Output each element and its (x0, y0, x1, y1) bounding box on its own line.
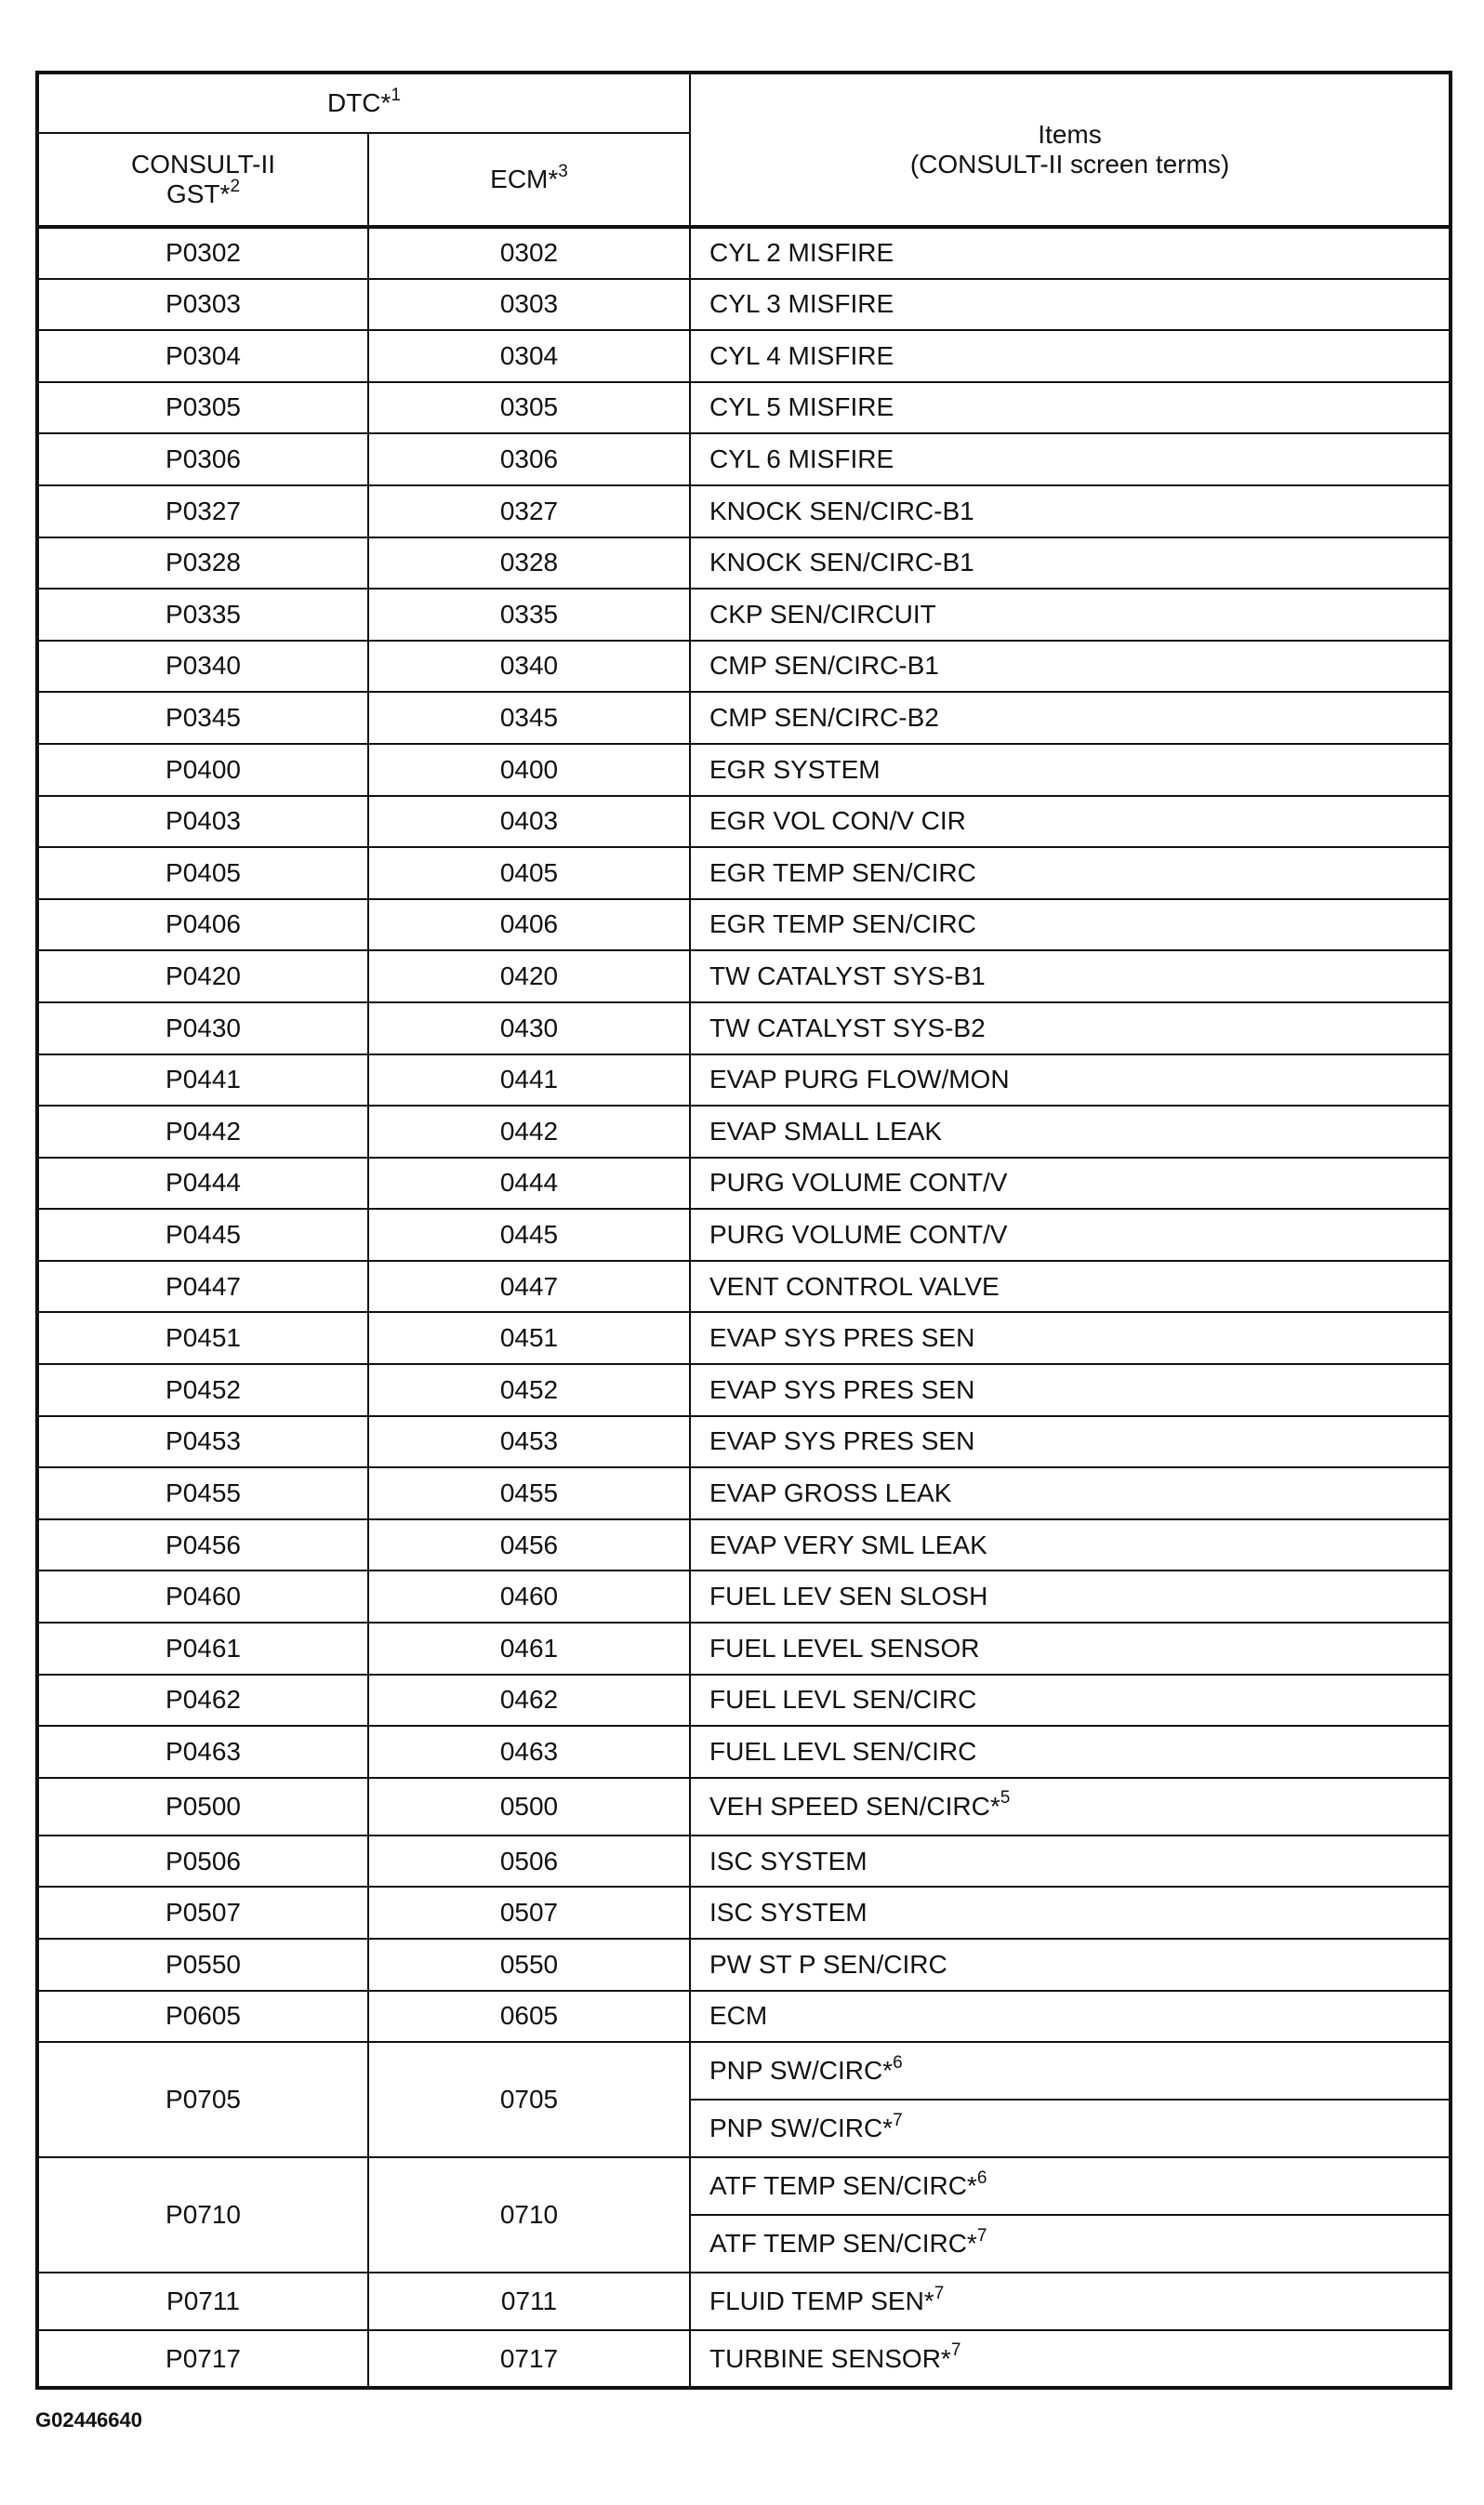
ecm-code-cell: 0705 (368, 2042, 690, 2157)
item-cell: FUEL LEVL SEN/CIRC (690, 1675, 1451, 1727)
item-cell: TW CATALYST SYS-B2 (690, 1002, 1451, 1054)
item-cell: CMP SEN/CIRC-B1 (690, 641, 1451, 693)
table-row (37, 1312, 1451, 1364)
gst-code-cell: P0441 (37, 1054, 368, 1107)
item-cell: VEH SPEED SEN/CIRC*$^5$ (690, 1778, 1451, 1836)
table-row (37, 330, 1451, 382)
gst-code-cell: P0420 (37, 950, 368, 1002)
table-row (37, 847, 1451, 899)
gst-code-cell: P0430 (37, 1002, 368, 1054)
item-cell: ISC SYSTEM (690, 1887, 1451, 1939)
table-row (37, 950, 1451, 1002)
ecm-code-cell: 0340 (368, 641, 690, 693)
ecm-header: ECM*$^3$ (368, 133, 690, 227)
table-row (37, 1939, 1451, 1991)
table-row (37, 279, 1451, 331)
item-cell: EGR VOL CON/V CIR (690, 796, 1451, 848)
gst-code-cell: P0717 (37, 2330, 368, 2388)
ecm-code-cell: 0406 (368, 899, 690, 951)
gst-code-cell: P0456 (37, 1519, 368, 1571)
ecm-code-cell: 0403 (368, 796, 690, 848)
item-cell: ECM (690, 1991, 1451, 2043)
item-cell: KNOCK SEN/CIRC-B1 (690, 485, 1451, 537)
ecm-code-cell: 0462 (368, 1675, 690, 1727)
item-cell: EVAP GROSS LEAK (690, 1467, 1451, 1519)
ecm-code-cell: 0507 (368, 1887, 690, 1939)
ecm-code-cell: 0306 (368, 433, 690, 485)
gst-code-cell: P0444 (37, 1158, 368, 1210)
gst-code-cell: P0462 (37, 1675, 368, 1727)
consult-header-line2: GST*$^2$ (166, 176, 241, 208)
gst-code-cell: P0705 (37, 2042, 368, 2157)
item-cell: CYL 6 MISFIRE (690, 433, 1451, 485)
consult-gst-header (37, 133, 368, 227)
gst-code-cell: P0461 (37, 1623, 368, 1675)
ecm-code-cell: 0605 (368, 1991, 690, 2043)
gst-code-cell: P0345 (37, 692, 368, 744)
ecm-code-cell: 0550 (368, 1939, 690, 1991)
gst-code-cell: P0442 (37, 1106, 368, 1158)
table-row (37, 537, 1451, 590)
item-cell: CYL 3 MISFIRE (690, 279, 1451, 331)
consult-header-line1: CONSULT-II (130, 149, 276, 179)
item-cell: EGR TEMP SEN/CIRC (690, 899, 1451, 951)
gst-code-cell: P0406 (37, 899, 368, 951)
table-row (37, 899, 1451, 951)
ecm-code-cell: 0400 (368, 744, 690, 796)
gst-code-cell: P0340 (37, 641, 368, 693)
table-row (37, 641, 1451, 693)
table-row (37, 1778, 1451, 1836)
table-row (37, 1623, 1451, 1675)
item-cell: EGR SYSTEM (690, 744, 1451, 796)
gst-code-cell: P0452 (37, 1364, 368, 1416)
item-cell: VENT CONTROL VALVE (690, 1261, 1451, 1313)
ecm-code-cell: 0444 (368, 1158, 690, 1210)
ecm-code-cell: 0445 (368, 1209, 690, 1261)
table-row (37, 2042, 1451, 2100)
gst-code-cell: P0453 (37, 1416, 368, 1468)
item-cell: FLUID TEMP SEN*$^7$ (690, 2273, 1451, 2330)
item-cell: FUEL LEVEL SENSOR (690, 1623, 1451, 1675)
ecm-code-cell: 0441 (368, 1054, 690, 1107)
ecm-code-cell: 0455 (368, 1467, 690, 1519)
table-row (37, 1158, 1451, 1210)
gst-code-cell: P0304 (37, 330, 368, 382)
table-row (37, 1364, 1451, 1416)
ecm-code-cell: 0447 (368, 1261, 690, 1313)
figure-id: G02446640 (35, 2408, 142, 2432)
gst-code-cell: P0500 (37, 1778, 368, 1836)
item-cell: PW ST P SEN/CIRC (690, 1939, 1451, 1991)
item-cell: EVAP SYS PRES SEN (690, 1416, 1451, 1468)
table-row (37, 1571, 1451, 1623)
table-row (37, 1887, 1451, 1939)
item-cell: EVAP VERY SML LEAK (690, 1519, 1451, 1571)
items-header (690, 73, 1451, 227)
item-cell: FUEL LEVL SEN/CIRC (690, 1726, 1451, 1778)
items-header-line2: (CONSULT-II screen terms) (909, 150, 1230, 179)
gst-code-cell: P0405 (37, 847, 368, 899)
gst-code-cell: P0506 (37, 1836, 368, 1888)
item-cell: EVAP SMALL LEAK (690, 1106, 1451, 1158)
ecm-code-cell: 0452 (368, 1364, 690, 1416)
items-header-line1: Items (1038, 119, 1102, 149)
ecm-code-cell: 0453 (368, 1416, 690, 1468)
item-cell: ATF TEMP SEN/CIRC*$^7$ (690, 2215, 1451, 2273)
gst-code-cell: P0455 (37, 1467, 368, 1519)
ecm-code-cell: 0335 (368, 589, 690, 641)
ecm-code-cell: 0460 (368, 1571, 690, 1623)
ecm-code-cell: 0710 (368, 2157, 690, 2273)
gst-code-cell: P0711 (37, 2273, 368, 2330)
table-row (37, 1991, 1451, 2043)
gst-code-cell: P0302 (37, 227, 368, 279)
table-row (37, 1726, 1451, 1778)
table-row (37, 2273, 1451, 2330)
ecm-code-cell: 0500 (368, 1778, 690, 1836)
table-body (37, 227, 1451, 2388)
item-cell: CYL 5 MISFIRE (690, 382, 1451, 434)
item-cell: CYL 2 MISFIRE (690, 227, 1451, 279)
table-row (37, 1519, 1451, 1571)
ecm-code-cell: 0463 (368, 1726, 690, 1778)
ecm-code-cell: 0302 (368, 227, 690, 279)
item-cell: EVAP SYS PRES SEN (690, 1364, 1451, 1416)
gst-code-cell: P0710 (37, 2157, 368, 2273)
ecm-code-cell: 0327 (368, 485, 690, 537)
ecm-code-cell: 0442 (368, 1106, 690, 1158)
gst-code-cell: P0400 (37, 744, 368, 796)
item-cell: CMP SEN/CIRC-B2 (690, 692, 1451, 744)
dtc-group-header: DTC*$^1$ (37, 73, 690, 133)
item-cell: ISC SYSTEM (690, 1836, 1451, 1888)
ecm-code-cell: 0506 (368, 1836, 690, 1888)
item-cell: PURG VOLUME CONT/V (690, 1158, 1451, 1210)
item-cell: KNOCK SEN/CIRC-B1 (690, 537, 1451, 590)
item-cell: CKP SEN/CIRCUIT (690, 589, 1451, 641)
item-cell: CYL 4 MISFIRE (690, 330, 1451, 382)
ecm-code-cell: 0303 (368, 279, 690, 331)
ecm-code-cell: 0305 (368, 382, 690, 434)
table-row (37, 1002, 1451, 1054)
item-cell: FUEL LEV SEN SLOSH (690, 1571, 1451, 1623)
item-cell: TURBINE SENSOR*$^7$ (690, 2330, 1451, 2388)
gst-code-cell: P0451 (37, 1312, 368, 1364)
gst-code-cell: P0550 (37, 1939, 368, 1991)
item-cell: ATF TEMP SEN/CIRC*$^6$ (690, 2157, 1451, 2215)
table-row (37, 227, 1451, 279)
gst-code-cell: P0605 (37, 1991, 368, 2043)
dtc-table (35, 71, 1452, 2390)
gst-code-cell: P0447 (37, 1261, 368, 1313)
gst-code-cell: P0445 (37, 1209, 368, 1261)
table-row (37, 1836, 1451, 1888)
table-row (37, 485, 1451, 537)
table-row (37, 744, 1451, 796)
table-row (37, 382, 1451, 434)
item-cell: PURG VOLUME CONT/V (690, 1209, 1451, 1261)
ecm-code-cell: 0328 (368, 537, 690, 590)
table-row (37, 2330, 1451, 2388)
table-row (37, 1054, 1451, 1107)
item-cell: EVAP SYS PRES SEN (690, 1312, 1451, 1364)
ecm-code-cell: 0711 (368, 2273, 690, 2330)
table-row (37, 796, 1451, 848)
gst-code-cell: P0303 (37, 279, 368, 331)
table-row (37, 1467, 1451, 1519)
ecm-code-cell: 0345 (368, 692, 690, 744)
gst-code-cell: P0305 (37, 382, 368, 434)
ecm-code-cell: 0430 (368, 1002, 690, 1054)
table-row (37, 1675, 1451, 1727)
ecm-code-cell: 0451 (368, 1312, 690, 1364)
gst-code-cell: P0328 (37, 537, 368, 590)
gst-code-cell: P0327 (37, 485, 368, 537)
gst-code-cell: P0507 (37, 1887, 368, 1939)
table-header (37, 73, 1451, 227)
table-row (37, 1209, 1451, 1261)
gst-code-cell: P0306 (37, 433, 368, 485)
table-row (37, 2157, 1451, 2215)
item-cell: EGR TEMP SEN/CIRC (690, 847, 1451, 899)
item-cell: EVAP PURG FLOW/MON (690, 1054, 1451, 1107)
table-row (37, 589, 1451, 641)
item-cell: PNP SW/CIRC*$^7$ (690, 2100, 1451, 2157)
table-row (37, 1261, 1451, 1313)
table-row (37, 433, 1451, 485)
ecm-code-cell: 0405 (368, 847, 690, 899)
ecm-code-cell: 0717 (368, 2330, 690, 2388)
ecm-code-cell: 0461 (368, 1623, 690, 1675)
ecm-code-cell: 0304 (368, 330, 690, 382)
item-cell: TW CATALYST SYS-B1 (690, 950, 1451, 1002)
table-row (37, 1416, 1451, 1468)
ecm-code-cell: 0456 (368, 1519, 690, 1571)
table-row (37, 1106, 1451, 1158)
gst-code-cell: P0403 (37, 796, 368, 848)
item-cell: PNP SW/CIRC*$^6$ (690, 2042, 1451, 2100)
gst-code-cell: P0463 (37, 1726, 368, 1778)
ecm-code-cell: 0420 (368, 950, 690, 1002)
gst-code-cell: P0335 (37, 589, 368, 641)
table-row (37, 692, 1451, 744)
gst-code-cell: P0460 (37, 1571, 368, 1623)
